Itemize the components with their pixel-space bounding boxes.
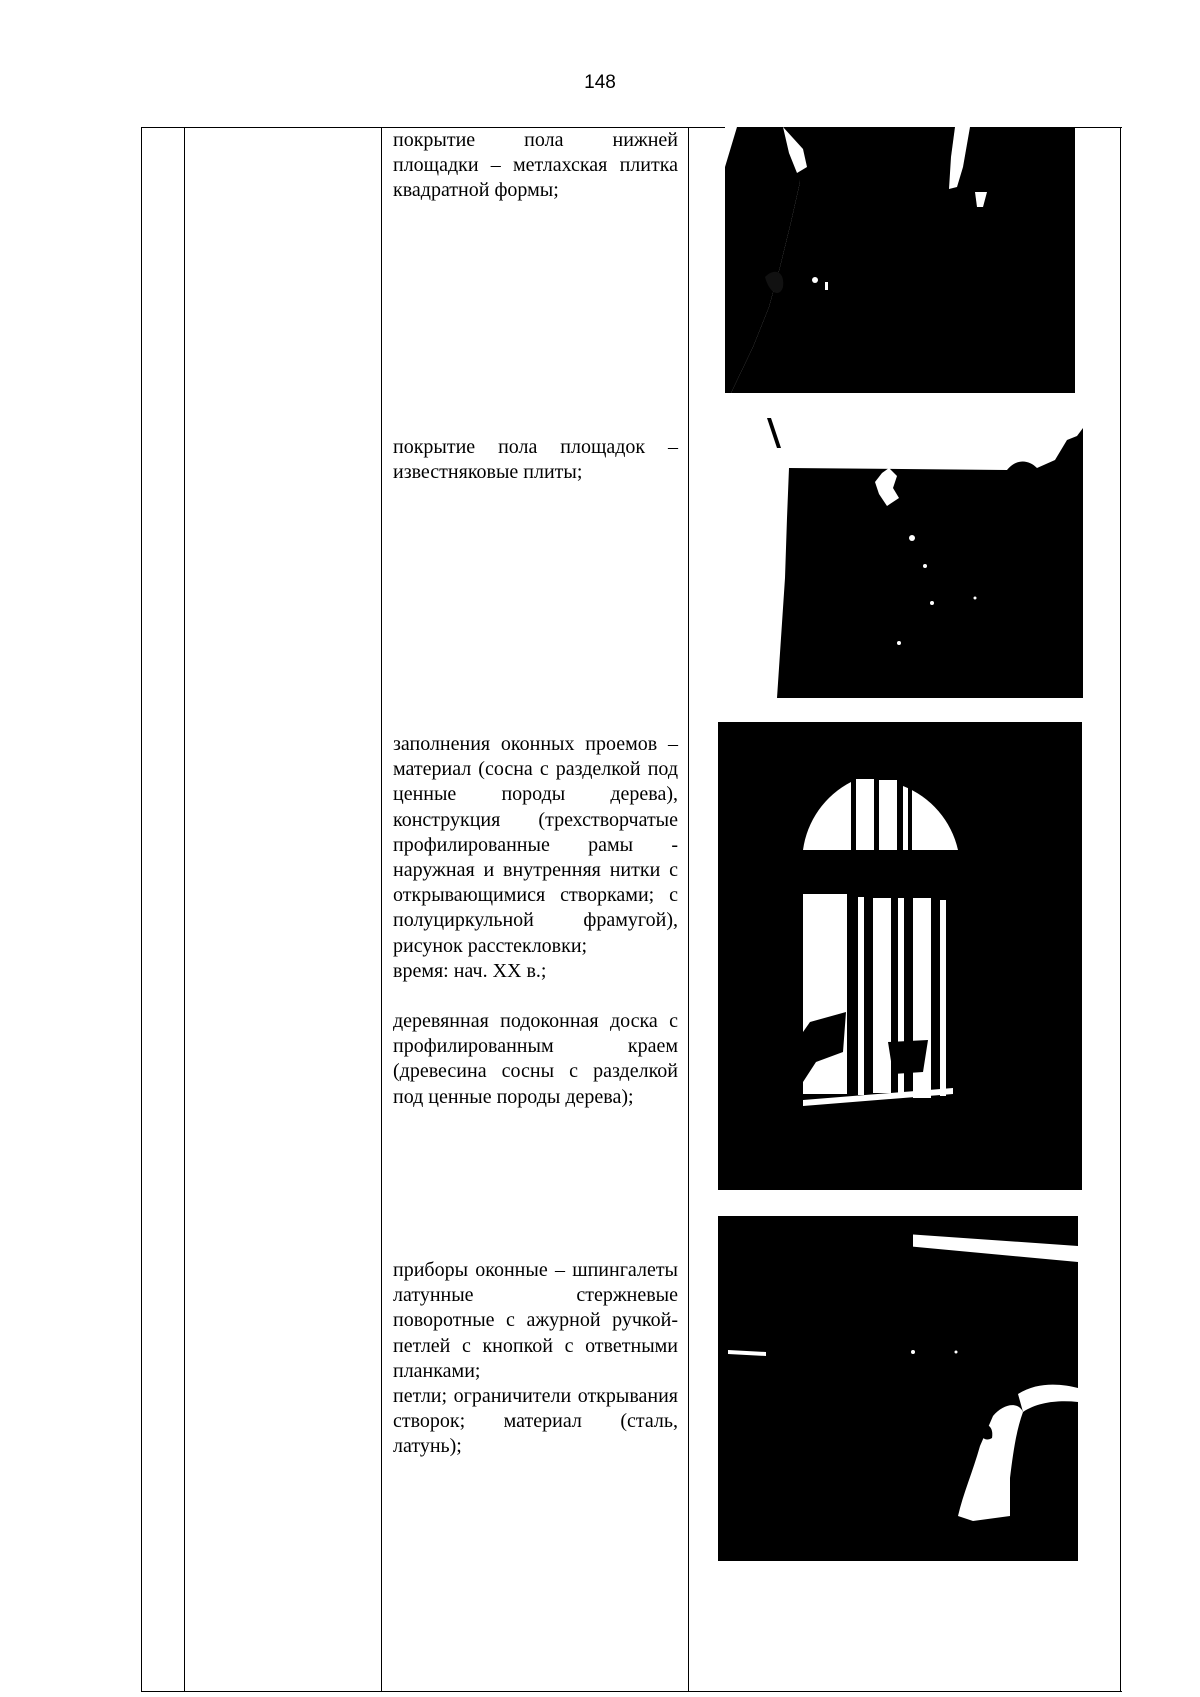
description-paragraph: покрытие пола площадок – известняковые плиты; <box>393 436 678 484</box>
arched-window-photo <box>718 722 1082 1190</box>
table-border-right <box>1120 127 1121 1692</box>
table-column-divider <box>688 127 689 1692</box>
table-column-divider <box>184 127 185 1692</box>
table-border-bottom <box>141 1691 1122 1692</box>
limestone-slabs-photo <box>767 418 1083 698</box>
table-border-left <box>141 127 142 1692</box>
page-number: 148 <box>584 72 616 93</box>
description-paragraph: покрытие пола нижней площадки – метлахская плитка квадратной формы; <box>393 129 678 202</box>
stair-landing-floor-photo <box>725 127 1075 393</box>
description-paragraph: петли; ограничители открывания створок; материал (сталь, латунь); <box>393 1385 678 1458</box>
description-floor-tile <box>393 128 678 204</box>
description-window <box>393 732 678 1110</box>
description-paragraph: заполнения оконных проемов – материал (сосна с разделкой под ценные породы дерева), конструкция (трехстворчатые профилированные рамы - наружная и внутренняя нитки с открывающимися створками; с полуциркульной фрамугой), рисунок расстекловки; <box>393 733 678 957</box>
description-paragraph: приборы оконные – шпингалеты латунные стержневые поворотные с ажурной ручкой-петлей с кнопкой с ответными планками; <box>393 1259 678 1382</box>
description-window-hardware <box>393 1258 678 1460</box>
window-hardware-photo <box>718 1216 1078 1561</box>
description-spacer <box>393 984 678 1009</box>
description-limestone <box>393 435 678 485</box>
table-column-divider <box>381 127 382 1692</box>
description-paragraph: время: нач. XX в.; <box>393 959 547 982</box>
description-paragraph: деревянная подоконная доска с профилированным краем (древесина сосны с разделкой под ценные породы дерева); <box>393 1010 678 1108</box>
